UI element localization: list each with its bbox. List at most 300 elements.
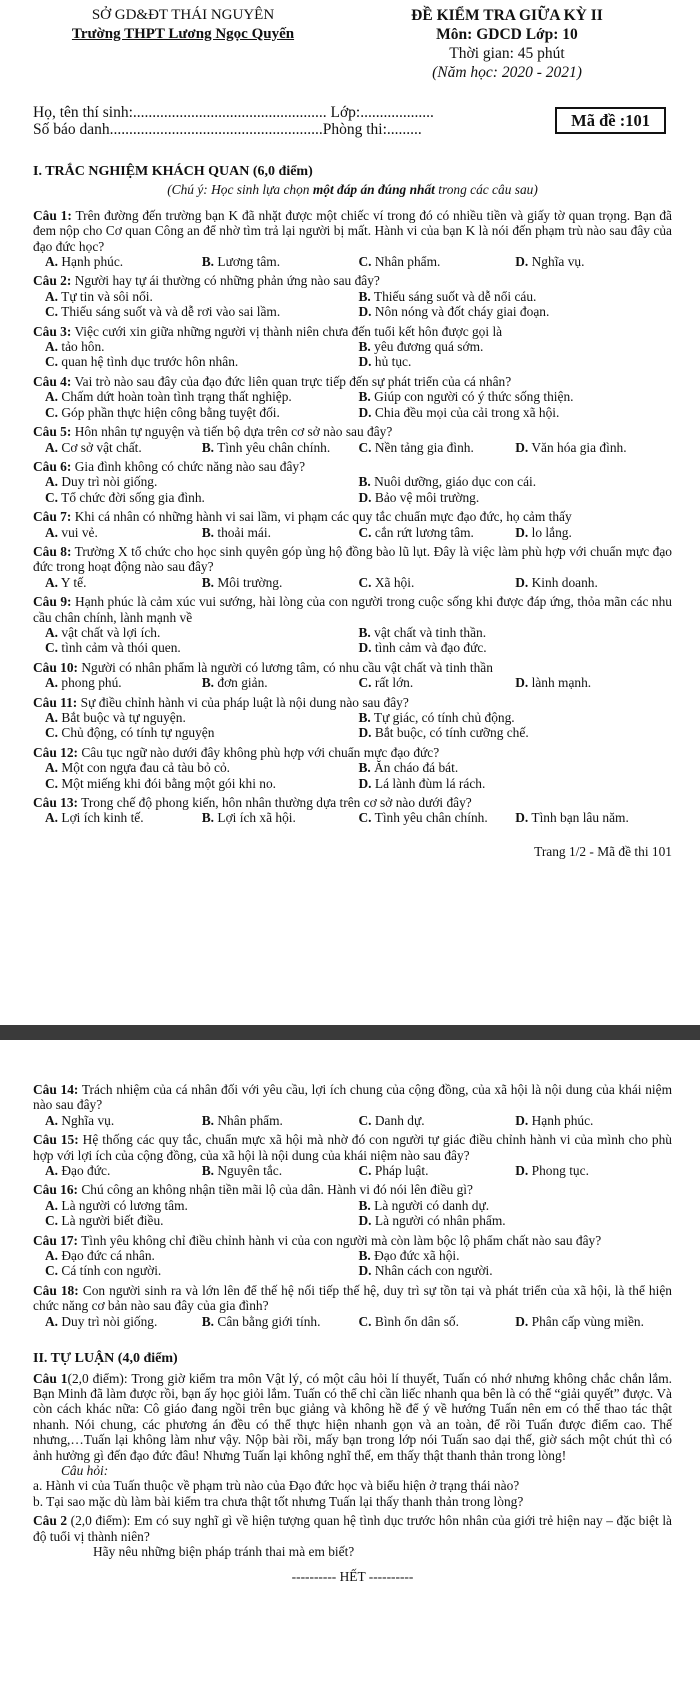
question-stem: Vai trò nào sau đây của đạo đức liên quan trực tiếp đến sự phát triển của cá nhân? [74,373,512,389]
option-text: Xã hội. [374,574,415,590]
question-text [33,509,672,524]
answer-option [45,1198,359,1213]
answer-option [45,810,202,825]
option-letter: D. [358,725,372,741]
page-separator [0,1025,700,1040]
option-text: Danh dự. [374,1112,425,1128]
option-letter: C. [45,489,59,505]
option-letter: B. [201,524,215,540]
essay-question-2-sub: Hãy nêu những biện pháp tránh thai mà em biết? [93,1543,355,1559]
option-letter: A. [45,474,59,490]
option-letter: A. [45,675,59,691]
option-text: lành mạnh. [531,675,592,691]
option-letter: D. [515,810,529,826]
school-name: Trường THPT Lương Ngọc Quyến [71,26,295,42]
option-letter: D. [515,1313,529,1329]
option-letter: A. [45,439,59,455]
option-letter: C. [45,1213,59,1229]
option-text: Duy trì nòi giống. [61,474,158,490]
question-stem: Con người sinh ra và lớn lên để thế hệ nối tiếp thế hệ, duy trì sự tồn tại và phát triển của xã hội, là thể hiện chức năng cơ bản nào sau đây của gia đình? [33,1282,672,1314]
question-number: Câu 9: [33,594,72,610]
answer-option [359,474,673,489]
option-text: Một miếng khi đói bằng một gói khi no. [61,775,277,791]
option-text: Hạnh phúc. [61,254,124,270]
option-letter: D. [515,574,529,590]
option-letter: B. [358,710,371,725]
answer-option [359,339,673,354]
option-text: tình cảm và thói quen. [61,640,181,656]
answer-option [202,810,359,825]
option-letter: C. [45,354,59,370]
question-number: Câu 16: [33,1182,79,1198]
question-text [33,745,672,760]
answer-option [45,1314,202,1329]
option-letter: C. [45,775,59,791]
answer-option [45,405,359,420]
option-letter: A. [45,810,59,826]
option-text: Bắt buộc, có tính cưỡng chế. [374,725,529,741]
exam-info-block [342,6,672,82]
option-letter: B. [201,1112,215,1128]
essay-ask-label: Câu hỏi: [61,1462,109,1478]
option-text: Tình yêu chân chính. [217,439,331,455]
answer-option [515,254,672,269]
answer-options [33,625,672,656]
question-stem: Hôn nhân tự nguyện và tiến bộ dựa trên cơ sở nào sau đây? [74,424,393,440]
answer-option [45,725,359,740]
option-letter: B. [358,389,371,405]
question-stem: Khi cá nhân có những hành vi sai lầm, vi phạm các quy tắc chuẩn mực đạo đức, họ cảm thấy [74,509,572,525]
answer-option [359,640,673,655]
option-letter: C. [358,524,372,540]
answer-option [45,474,359,489]
option-letter: B. [201,439,215,455]
question-number: Câu 8: [33,543,72,559]
question-item [33,1182,672,1228]
question-item [33,459,672,505]
option-text: phong phú. [61,675,122,691]
answer-options [33,675,672,690]
question-item [33,544,672,590]
question-item [33,695,672,741]
answer-option [359,1113,516,1128]
option-text: Phân cấp vùng miền. [531,1313,644,1329]
answer-option [515,575,672,590]
essay-sub-a: a. Hành vi của Tuấn thuộc về phạm trù nào của Đạo đức học và biểu hiện ở trạng thái nào? [33,1478,520,1494]
option-letter: A. [45,710,59,725]
option-letter: D. [358,354,372,370]
option-text: Cá tính con người. [61,1263,162,1279]
question-text [33,544,672,575]
exam-page-2 [0,1040,700,1684]
option-text: Đạo đức xã hội. [374,1248,460,1264]
answer-options [33,389,672,420]
answer-option [515,675,672,690]
option-text: Nhân phẩm. [374,254,441,270]
option-letter: C. [45,725,59,741]
answer-option [45,1263,359,1278]
question-number: Câu 3: [33,323,72,339]
question-item [33,795,672,826]
answer-options [33,339,672,370]
question-stem: Người có nhân phẩm là người có lương tâm, có nhu cầu vật chất và tinh thần [81,659,493,675]
question-item [33,509,672,540]
question-stem: Câu tục ngữ nào dưới đây không phù hợp với chuẩn mực đạo đức? [81,744,440,760]
answer-option [45,254,202,269]
answer-options [33,1113,672,1128]
option-text: Chủ động, có tính tự nguyện [61,725,215,741]
option-text: Tình bạn lâu năm. [531,810,629,826]
answer-option [45,490,359,505]
option-text: Y tế. [60,574,87,590]
question-number: Câu 14: [33,1082,79,1097]
option-text: Bảo vệ môi trường. [374,489,480,505]
question-stem: Sự điều chỉnh hành vi của pháp luật là nội dung nào sau đây? [80,694,409,710]
essay-question-2: Câu 2 (2,0 điểm): Em có suy nghĩ gì về hiện tượng quan hệ tình dục trước hôn nhân của giới trẻ hiện nay – đặc biệt là độ tuổi vị thành niên? [33,1513,672,1544]
option-text: Ăn cháo đá bát. [374,760,459,776]
option-text: Là người có lương tâm. [61,1197,188,1213]
answer-option [45,640,359,655]
answer-option [45,710,359,725]
essay-sub-b: b. Tại sao mặc dù làm bài kiểm tra chưa thật tốt nhưng Tuấn lại thấy thanh thản trong lòng? [33,1493,524,1509]
option-text: Lợi ích kinh tế. [61,810,144,826]
option-text: rất lớn. [374,675,414,691]
end-marker: ---------- HẾT ---------- [291,1569,414,1585]
question-stem: Hệ thống các quy tắc, chuẩn mực xã hội mà nhờ đó con người tự giác điều chỉnh hành vi của mình cho phù hợp với lợi ích của cộng đồng, của xã hội là nội dung của khái niệm nào sau đây? [33,1132,672,1163]
answer-option [515,1163,672,1178]
question-text [33,273,672,288]
option-letter: D. [358,640,372,656]
answer-option [359,389,673,404]
answer-option [45,525,202,540]
question-item [33,660,672,691]
option-letter: D. [358,1213,372,1229]
option-text: Là người có nhân phẩm. [374,1213,506,1229]
question-item [33,273,672,319]
question-text [33,1132,672,1163]
question-list-2 [33,1082,672,1329]
question-item [33,594,672,656]
option-letter: D. [358,489,372,505]
answer-option [515,810,672,825]
question-text [33,324,672,339]
answer-option [359,725,673,740]
option-text: thoải mái. [217,524,271,540]
option-text: Kinh doanh. [531,574,598,590]
option-text: Là người biết điều. [61,1213,164,1229]
option-letter: A. [45,624,59,640]
answer-option [45,389,359,404]
answer-options [33,474,672,505]
option-letter: A. [45,1197,59,1213]
part1-note: (Chú ý: Học sinh lựa chọn một đáp án đúng nhất trong các câu sau) [167,182,538,198]
question-number: Câu 13: [33,795,79,811]
option-letter: D. [515,1163,529,1179]
answer-option [45,625,359,640]
answer-option [359,405,673,420]
option-letter: B. [201,254,215,270]
answer-option [359,354,673,369]
question-number: Câu 6: [33,458,72,474]
question-number: Câu 12: [33,744,79,760]
option-text: Tự giác, có tính chủ động. [373,710,515,725]
question-text [33,424,672,439]
option-text: Nhân cách con người. [374,1263,493,1279]
option-letter: A. [45,389,59,405]
answer-option [45,1113,202,1128]
answer-option [359,1163,516,1178]
option-text: Cơ sở vật chất. [61,439,142,455]
option-text: yêu đương quá sớm. [374,339,484,355]
answer-option [359,490,673,505]
answer-option [45,1213,359,1228]
page-footer: Trang 1/2 - Mã đề thi 101 [534,843,672,859]
option-letter: A. [45,1313,59,1329]
option-text: Thiếu sáng suốt và dễ nổi cáu. [373,288,537,304]
option-text: tình cảm và đạo đức. [374,640,487,656]
question-stem: Gia đình không có chức năng nào sau đây? [74,458,306,474]
option-letter: C. [45,1263,59,1279]
option-letter: B. [201,675,215,691]
option-text: Nôn nóng và đốt cháy giai đoạn. [374,304,550,320]
essay-question-1: Câu 1(2,0 điểm): Trong giờ kiểm tra môn Vật lý, có một câu hỏi lí thuyết, Tuấn có nhớ nhưng không chắc chắn lắm. Bạn Minh đã làm được rồi, bạn ấy học giỏi lắm. Tuấn có thể chỉ cần liếc nhanh qua bên là có thể “giải quyết” được. Và còn cách khác nữa: Cô giáo đang ngồi trên bục giảng và không hề để ý về hướng Tuấn nên em có thể thao tác thật nhanh. Nói chung, các phương án đều có thể thực hiện nhanh gọn và an toàn, để rồi Tuấn được điểm cao. Thế nhưng,…Tuấn lại không làm như vậy. Nộp bài rồi, mấy bạn trong lớp nói Tuấn sao dại thế, giờ sách một chút thì có ảnh hưởng gì đến đạo đức đâu! Nhưng Tuấn lại không nghĩ thế, em thấy thật thanh thản trong lòng! [33,1370,673,1463]
option-text: Môi trường. [217,574,283,590]
question-number: Câu 15: [33,1132,79,1148]
student-name-line: Họ, tên thí sinh:.................................................. Lớp:................... [33,104,434,121]
answer-options [33,575,672,590]
question-text [33,1182,672,1197]
answer-option [45,304,359,319]
department-name: SỞ GD&ĐT THÁI NGUYÊN [91,7,275,23]
option-text: lo lắng. [531,524,572,540]
subject-line: Môn: GDCD Lớp: 10 [436,26,578,43]
option-text: Góp phần thực hiện công bằng tuyệt đối. [61,404,280,420]
school-year: (Năm học: 2020 - 2021) [432,64,582,81]
option-letter: C. [358,810,372,826]
question-stem: Hạnh phúc là cảm xúc vui sướng, hài lòng của con người trong cuộc sống khi được đáp ứng, thỏa mãn các nhu cầu chân chính, lành mạnh về [33,594,672,625]
option-letter: C. [358,675,372,691]
question-stem: Trong chế độ phong kiến, hôn nhân thường dựa trên cơ sở nào dưới đây? [81,795,472,811]
answer-option [45,760,359,775]
option-letter: C. [358,1313,372,1329]
question-number: Câu 1: [33,207,72,223]
option-text: vui vẻ. [61,524,98,540]
option-text: Lợi ích xã hội. [217,810,296,826]
option-text: Đạo đức. [61,1163,111,1179]
option-letter: D. [358,404,372,420]
answer-option [359,760,673,775]
question-stem: Tình yêu không chỉ điều chỉnh hành vi của con người mà còn làm bộc lộ phẩm chất nào sau đây? [81,1232,602,1248]
answer-options [33,440,672,455]
question-number: Câu 17: [33,1232,79,1248]
exam-title: ĐỀ KIỂM TRA GIỮA KỲ II [411,7,603,24]
option-text: Phong tục. [531,1163,589,1179]
option-letter: D. [358,304,372,320]
option-letter: A. [45,254,59,270]
option-text: Thiếu sáng suốt và và dễ rơi vào sai lầm. [61,304,281,320]
option-text: Là người có danh dự. [374,1197,490,1213]
answer-option [359,575,516,590]
option-text: vật chất và tinh thần. [374,624,487,640]
option-letter: B. [358,624,371,640]
option-letter: A. [45,1248,59,1264]
question-text [33,374,672,389]
option-text: Bắt buộc và tự nguyện. [61,710,186,725]
question-item [33,745,672,791]
option-text: Tổ chức đời sống gia đình. [61,489,205,505]
answer-option [45,776,359,791]
option-letter: C. [358,1163,372,1179]
option-letter: C. [358,1112,372,1128]
issuer-block [33,6,333,82]
option-text: đơn giản. [217,675,268,691]
option-text: Nhân phẩm. [217,1112,283,1128]
answer-option [359,776,673,791]
student-id-line: Số báo danh.......................................................Phòng thi:......... [33,121,422,138]
answer-option [359,1213,673,1228]
answer-options [33,254,672,269]
part2-title: II. TỰ LUẬN (4,0 điểm) [33,1351,178,1367]
answer-options [33,1163,672,1178]
answer-option [45,289,359,304]
option-letter: D. [515,439,529,455]
answer-option [202,675,359,690]
option-text: Nghĩa vụ. [61,1112,115,1128]
answer-option [359,440,516,455]
question-number: Câu 5: [33,424,72,440]
option-text: Chia đều mọi của cải trong xã hội. [374,404,560,420]
question-number: Câu 2: [33,273,72,289]
option-text: Một con ngựa đau cả tàu bỏ cỏ. [61,760,231,776]
option-letter: A. [45,1112,59,1128]
option-letter: C. [358,254,372,270]
question-text [33,695,672,710]
option-text: Văn hóa gia đình. [531,439,627,455]
option-text: Hạnh phúc. [531,1112,594,1128]
question-item [33,1233,672,1279]
question-stem: Chú công an không nhận tiền mãi lộ của dân. Hành vi đó nói lên điều gì? [81,1182,473,1198]
option-letter: A. [45,339,59,355]
option-letter: A. [45,288,59,304]
question-number: Câu 18: [33,1282,79,1298]
answer-option [359,1263,673,1278]
answer-options [33,760,672,791]
question-item [33,374,672,420]
question-item [33,424,672,455]
answer-option [359,254,516,269]
option-text: cắn rứt lương tâm. [374,524,474,540]
answer-option [202,254,359,269]
option-letter: B. [358,1197,371,1213]
question-text [33,1082,672,1113]
option-letter: B. [358,474,371,490]
question-number: Câu 7: [33,509,72,525]
option-text: Nền tảng gia đình. [374,439,474,455]
answer-option [359,710,673,725]
question-text [33,459,672,474]
option-text: tảo hôn. [61,339,105,355]
option-letter: B. [358,288,371,304]
option-text: Lương tâm. [217,254,281,270]
answer-option [359,1248,673,1263]
answer-option [202,575,359,590]
student-info [33,104,672,138]
answer-option [45,354,359,369]
answer-option [359,625,673,640]
option-text: Lá lành đùm lá rách. [374,775,486,791]
question-text [33,795,672,810]
question-list-1 [33,208,672,826]
option-letter: C. [45,640,59,656]
answer-option [45,1163,202,1178]
option-letter: C. [358,574,372,590]
option-text: Tự tin và sôi nổi. [61,288,153,304]
option-letter: C. [358,439,372,455]
option-text: Nguyên tắc. [217,1163,283,1179]
question-item [33,1082,672,1128]
answer-option [45,440,202,455]
option-letter: A. [45,574,59,590]
option-letter: C. [45,304,59,320]
answer-option [202,525,359,540]
answer-option [359,810,516,825]
answer-option [45,675,202,690]
answer-option [45,1248,359,1263]
part1-title: I. TRẮC NGHIỆM KHÁCH QUAN (6,0 điểm) [33,164,313,179]
answer-option [202,1113,359,1128]
question-item [33,324,672,370]
option-text: Tình yêu chân chính. [374,810,488,826]
answer-option [359,675,516,690]
question-item [33,208,672,270]
option-letter: B. [201,810,215,826]
question-stem: Trách nhiệm của cá nhân đối với yêu cầu, lợi ích chung của cộng đồng, của xã hội là nội dung của khái niệm nào sau đây? [33,1082,672,1113]
option-text: Đạo đức cá nhân. [61,1248,155,1264]
answer-option [359,1314,516,1329]
answer-option [45,575,202,590]
exam-code-box: Mã đề :101 [555,107,666,134]
answer-option [359,289,673,304]
option-letter: B. [201,1163,215,1179]
exam-time: Thời gian: 45 phút [449,45,565,62]
option-letter: D. [358,1263,372,1279]
option-text: vật chất và lợi ích. [61,624,161,640]
option-letter: B. [358,760,371,776]
question-number: Câu 10: [33,659,79,675]
option-letter: B. [201,1313,215,1329]
answer-option [45,339,359,354]
answer-options [33,1314,672,1329]
option-text: quan hệ tình dục trước hôn nhân. [61,354,239,370]
question-text [33,660,672,675]
answer-option [359,525,516,540]
question-text [33,208,672,254]
answer-option [515,1113,672,1128]
option-letter: B. [358,339,371,355]
answer-options [33,289,672,320]
answer-options [33,1198,672,1229]
option-letter: A. [45,524,59,540]
question-text [33,1283,672,1314]
answer-options [33,1248,672,1279]
option-text: Nghĩa vụ. [531,254,585,270]
question-stem: Người hay tự ái thường có những phản ứng nào sau đây? [74,273,380,289]
option-letter: A. [45,760,59,776]
answer-options [33,525,672,540]
question-item [33,1283,672,1329]
option-letter: B. [201,574,215,590]
question-stem: Trường X tổ chức cho học sinh quyên góp ủng hộ đồng bào lũ lụt. Đây là việc làm phù hợp với chuẩn mực đạo đức trong hoạt động nào sau đây? [33,543,672,575]
